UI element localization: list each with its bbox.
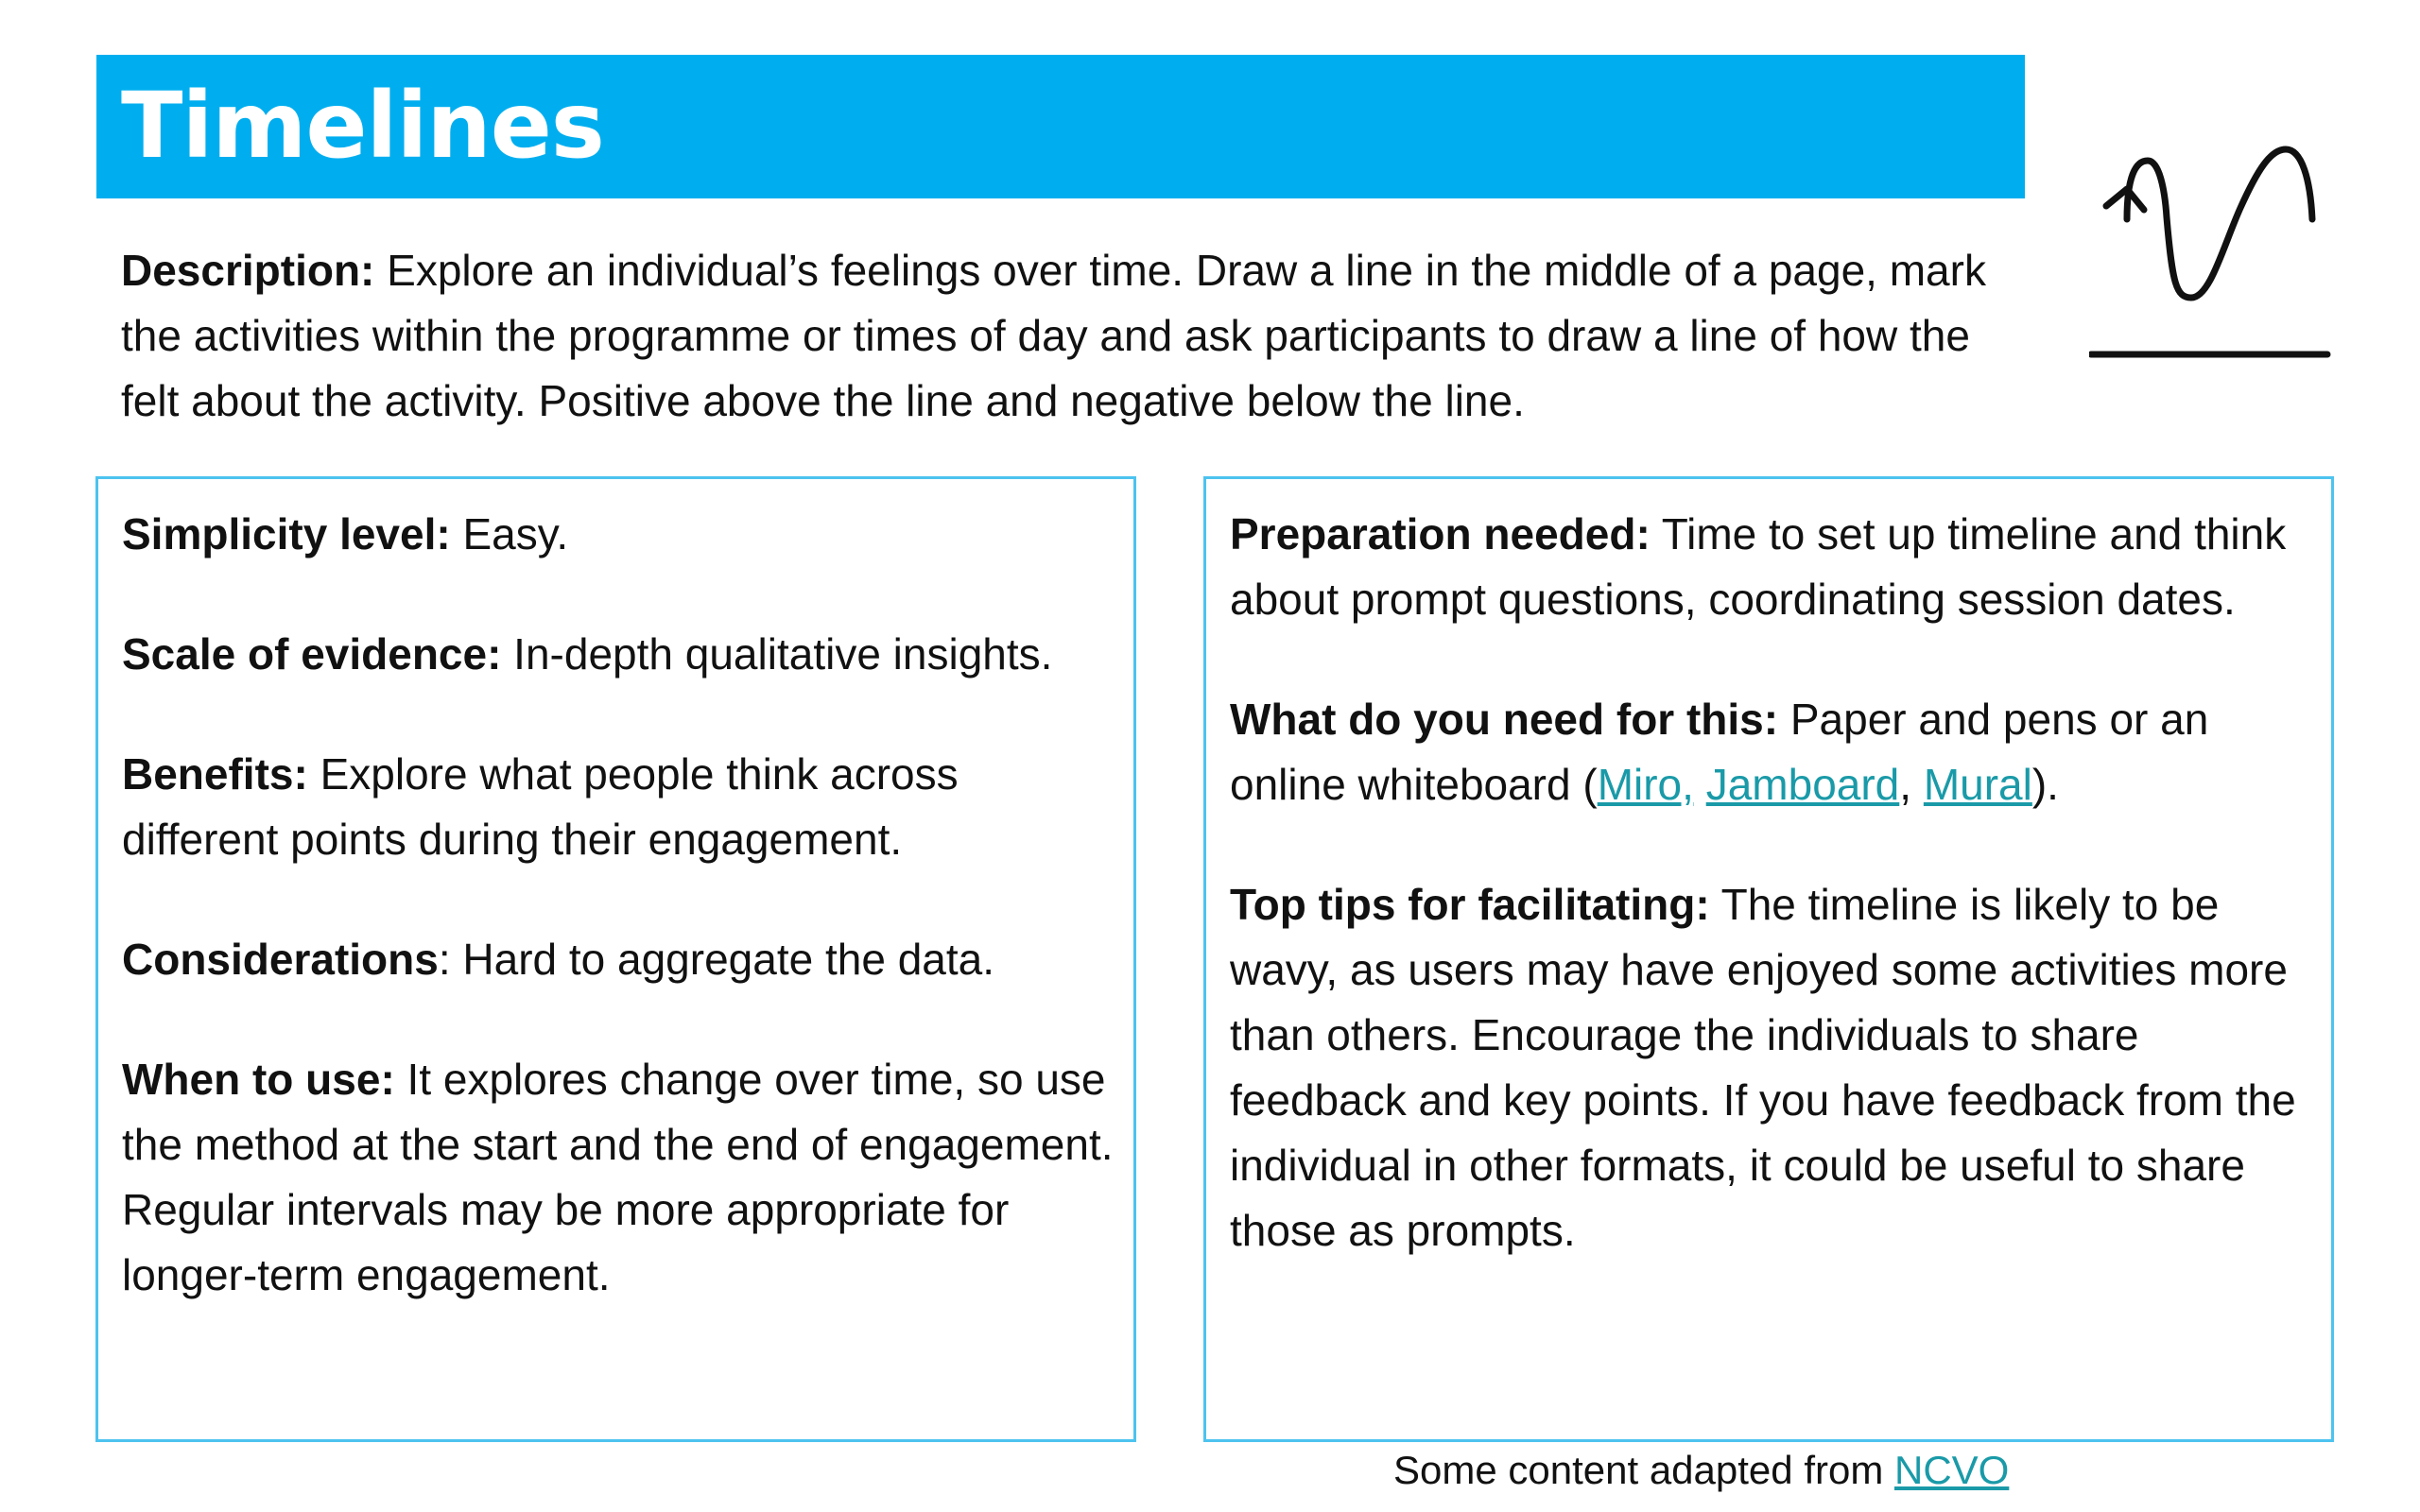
considerations: [122, 927, 1115, 992]
ncvo-link[interactable]: NCVO: [1893, 1448, 2010, 1492]
method-practicalities-card: [1203, 476, 2334, 1442]
considerations-label: Considerations: [122, 935, 439, 984]
considerations-value: : Hard to aggregate the data.: [438, 935, 995, 984]
when-to-use: [122, 1047, 1115, 1308]
benefits: [122, 742, 1115, 872]
description-label: Description:: [121, 246, 375, 295]
description-paragraph: [121, 238, 2021, 434]
mural-link[interactable]: Mural: [1923, 760, 2032, 809]
timeline-wave-icon: [2089, 132, 2354, 378]
what-you-need: [1230, 687, 2312, 817]
scale-value: In-depth qualitative insights.: [501, 629, 1053, 679]
benefits-value: Explore what people think across different points during their engagement.: [122, 749, 959, 864]
need-label: What do you need for this:: [1230, 695, 1779, 744]
prep-label: Preparation needed:: [1230, 509, 1651, 558]
preparation-needed: [1230, 502, 2312, 632]
simplicity-level: [122, 502, 1115, 567]
top-tips: [1230, 872, 2312, 1263]
method-overview-card: [95, 476, 1136, 1442]
link-separator: ,: [1899, 760, 1924, 809]
when-label: When to use:: [122, 1055, 395, 1104]
need-end: ).: [2031, 760, 2059, 809]
when-value: It explores change over time, so use the method at the start and the end of engagement. Regular intervals may be more appropriate for longer-term engagement.: [122, 1055, 1114, 1299]
need-value: Paper and pens or an online whiteboard (: [1230, 695, 2209, 809]
source-attribution: [1393, 1444, 2009, 1497]
description-text: Explore an individual’s feelings over time. Draw a line in the middle of a page, mark the activities within the programme or times of day and ask participants to draw a line of how the felt about the activity. Positive above the line and negative below the line.: [121, 246, 1986, 425]
prep-value: Time to set up timeline and think about prompt questions, coordinating session dates.: [1230, 509, 2287, 624]
scale-label: Scale of evidence:: [122, 629, 502, 679]
simplicity-label: Simplicity level:: [122, 509, 451, 558]
attribution-text: Some content adapted from: [1393, 1448, 1894, 1492]
scale-of-evidence: [122, 622, 1115, 687]
benefits-label: Benefits:: [122, 749, 308, 799]
tips-label: Top tips for facilitating:: [1230, 880, 1710, 929]
jamboard-link[interactable]: Jamboard: [1705, 760, 1900, 809]
miro-link[interactable]: Miro,: [1597, 760, 1694, 809]
simplicity-value: Easy.: [450, 509, 569, 558]
page-title: Timelines: [121, 73, 604, 179]
title-banner: [96, 55, 2025, 198]
tips-value: The timeline is likely to be wavy, as users may have enjoyed some activities more than others. Encourage the individuals to share feedback and key points. If you have feedback from the individual in other formats, it could be useful to share those as prompts.: [1230, 880, 2296, 1255]
